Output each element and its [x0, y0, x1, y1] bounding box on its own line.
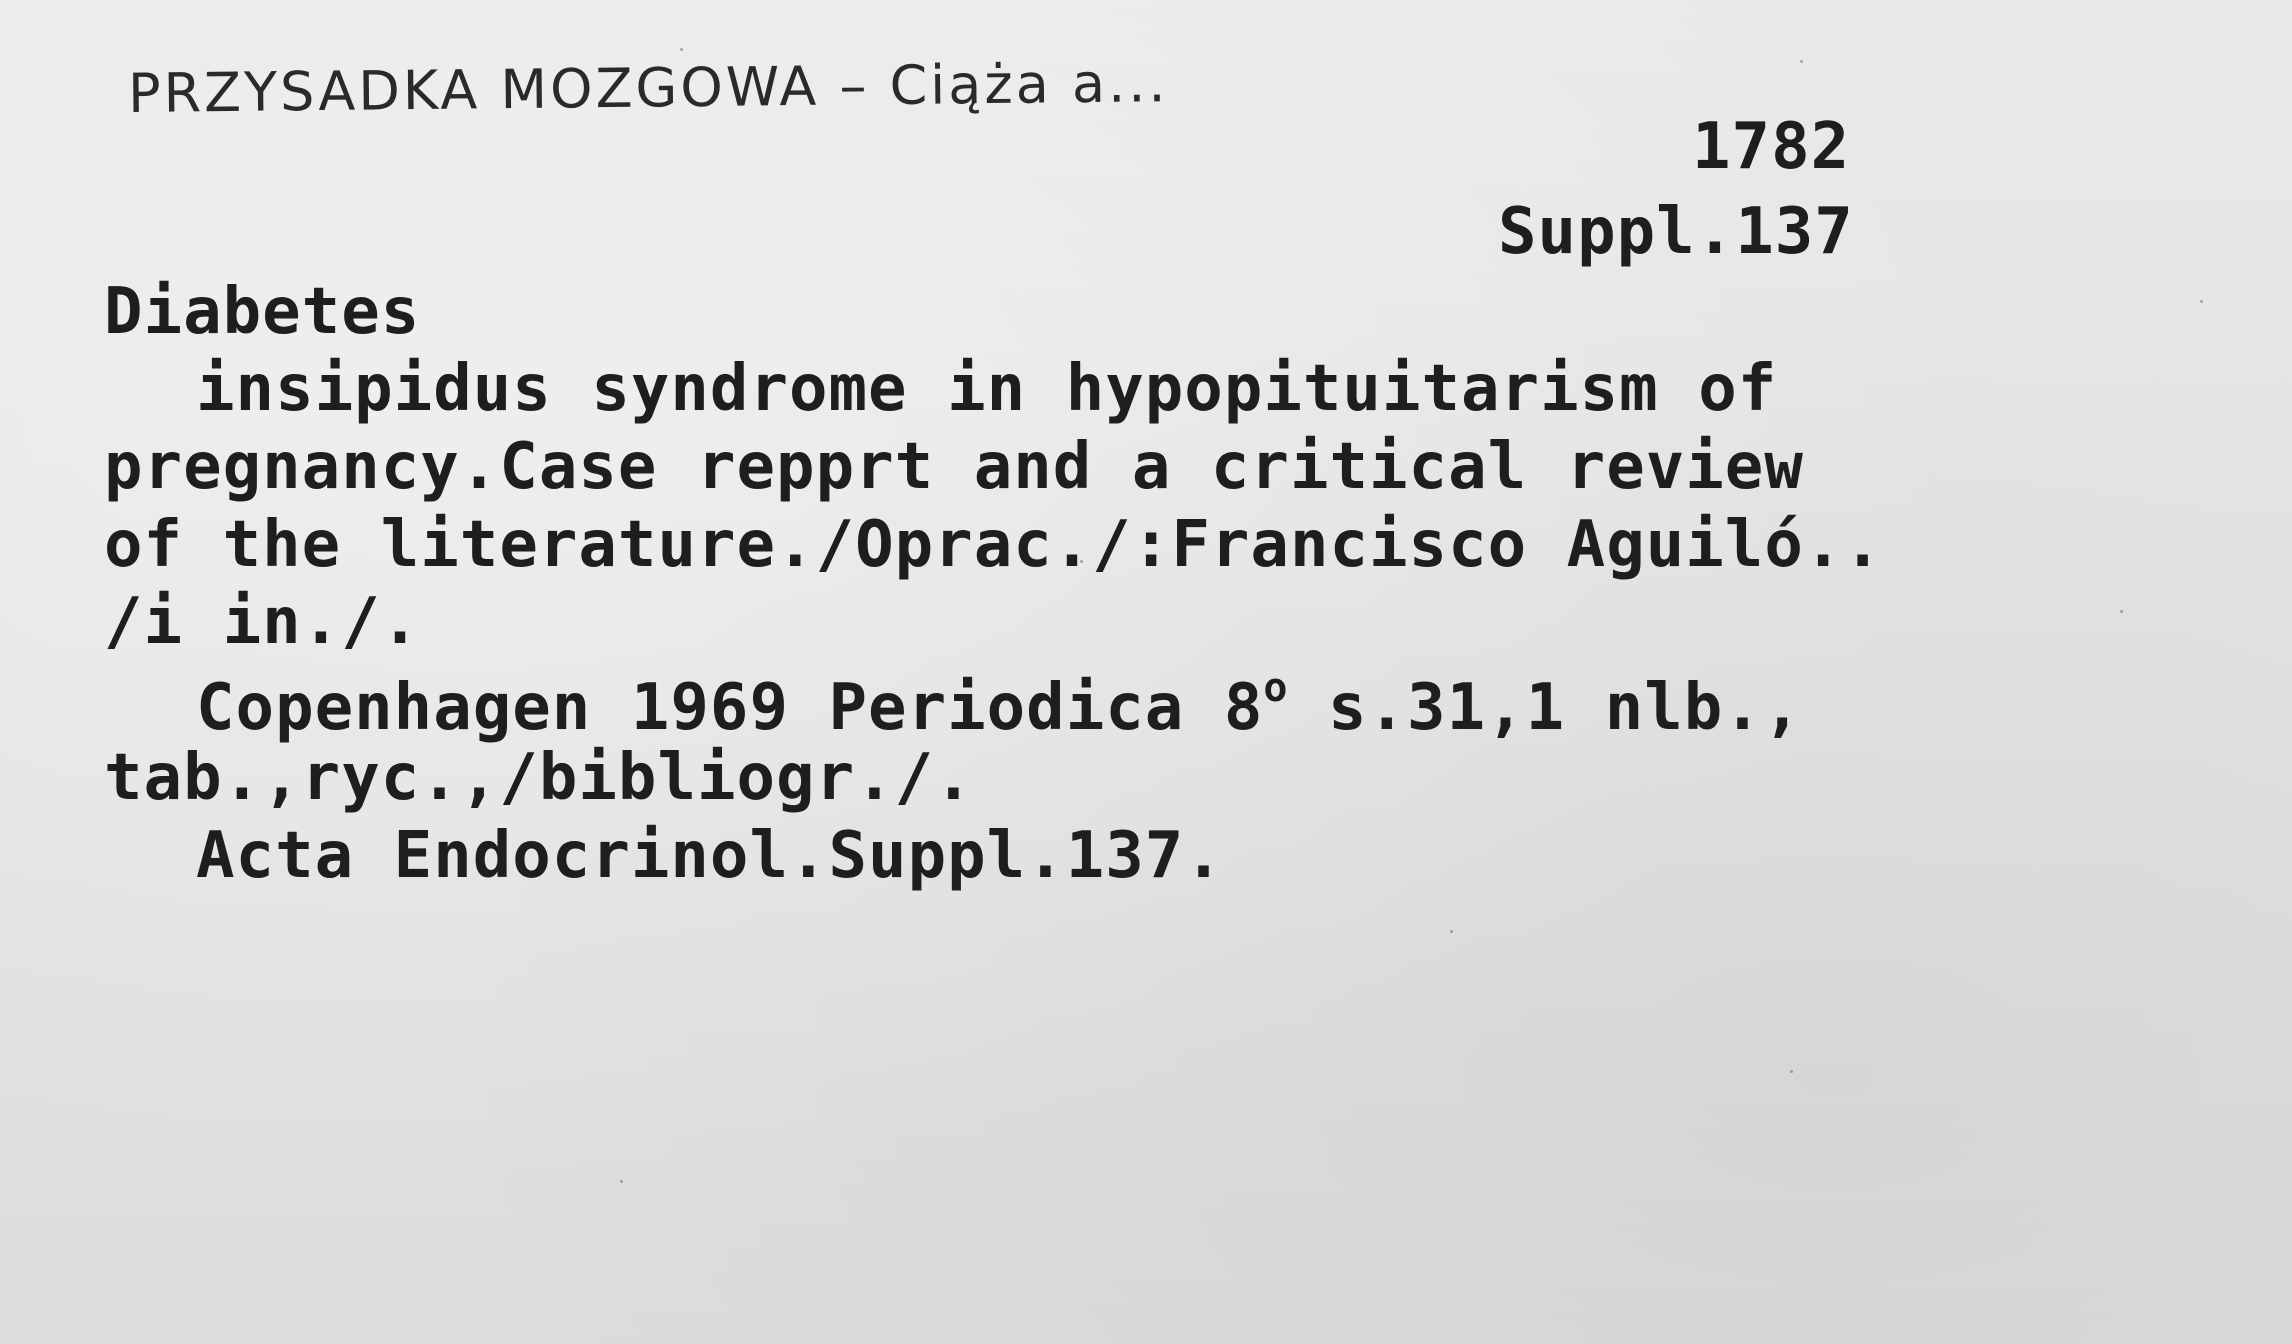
imprint-line [196, 665, 1803, 745]
paper-speck [1080, 560, 1083, 563]
title-line-4: /i in./. [104, 585, 421, 659]
format-superscript: o [1263, 665, 1289, 711]
physical-description: tab.,ryc.,/bibliogr./. [104, 741, 974, 815]
series-number: Suppl.137 [1498, 195, 1854, 269]
title-line-2: pregnancy.Case repprt and a critical review [104, 430, 1804, 504]
call-number: 1782 [1692, 110, 1851, 184]
title-line-3: of the literature./Oprac./:Francisco Aguiló.. [104, 508, 1883, 582]
series-statement: Acta Endocrinol.Suppl.137. [196, 819, 1224, 893]
subject-heading: Diabetes [104, 275, 421, 349]
paper-speck [620, 1180, 623, 1183]
imprint-after-format: s.31,1 nlb., [1288, 671, 1803, 745]
paper-speck [1790, 1070, 1793, 1073]
title-line-1: insipidus syndrome in hypopituitarism of [196, 352, 1778, 426]
paper-speck [1450, 930, 1453, 933]
handwritten-subject-heading: PRZYSADKA MOZGOWA – Ciąża a... [127, 51, 1169, 125]
imprint-before-format: Copenhagen 1969 Periodica 8 [196, 671, 1264, 745]
paper-speck [2120, 610, 2123, 613]
paper-speck [2200, 300, 2203, 303]
paper-speck [680, 48, 683, 51]
paper-speck [1800, 60, 1803, 63]
